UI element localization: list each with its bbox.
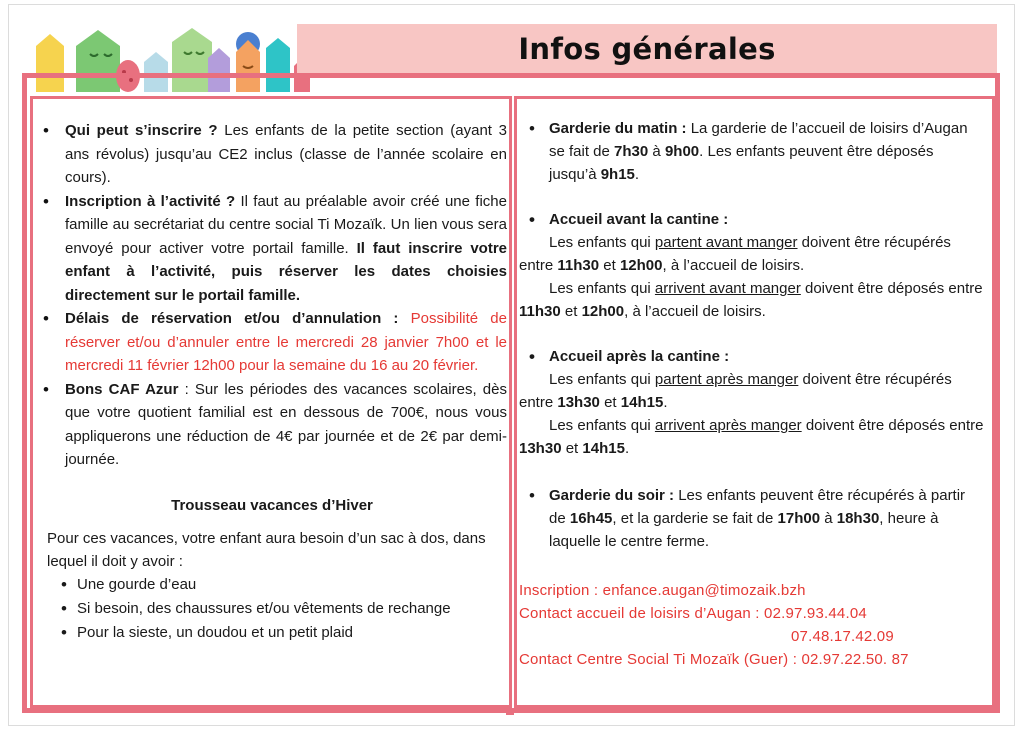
trousseau-intro: Pour ces vacances, votre enfant aura besoin d’un sac à dos, dans lequel il doit y avoir : [47,529,486,570]
accueil-apres-cantine-title: • Accueil après la cantine : [519,345,985,368]
time: 14h15 [620,394,664,411]
text: . [624,440,630,457]
time: 9h00 [664,143,700,160]
time: 13h30 [519,440,562,457]
time: 18h30 [836,510,880,527]
item-label: Inscription à l’activité ? [65,192,236,210]
frame-marker [506,712,514,715]
text: , et la garderie se fait de [612,510,778,527]
contact-accueil-augan: Contact accueil de loisirs d’Augan : 02.97.93.44.04 [519,605,867,622]
text: Les enfants qui [549,280,655,297]
time: 11h30 [519,303,561,320]
item-label: Qui peut s’inscrire ? [65,122,218,139]
text: doivent être déposés entre [801,417,984,434]
right-column [514,96,995,708]
text: Les enfants qui [549,417,655,434]
apres-cantine-partent [519,368,985,414]
item-text: : Sur les périodes des vacances scolaires, dès que votre quotient familial est en dessous de 700€, nous vous appliquerons une réduction de 4€ par journée et de 2€ par demi-journée. [65,380,507,468]
text: et [561,440,583,457]
text: à [648,143,665,160]
text: , heure à laquelle le centre ferme. [549,510,939,550]
underlined-text: arrivent avant manger [654,280,801,297]
page-title: Infos générales [518,32,776,66]
text: et [599,257,620,274]
contact-accueil-augan-mobile: 07.48.17.42.09 [791,628,894,645]
time: 11h30 [557,257,600,274]
text: doivent être récupérés entre [519,371,952,411]
text: et [560,303,582,320]
contact-inscription: Inscription : enfance.augan@timozaik.bzh [519,582,806,599]
trousseau-item: • Si besoin, des chaussures et/ou vêtements de rechange [37,597,507,621]
garderie-soir-label: Garderie du soir : [549,487,675,504]
item-bold-text: Il faut inscrire votre enfant à l’activité, puis réserver les dates choisies directement sur le portail famille. [65,239,507,304]
text: . [634,166,640,183]
item-text: Les enfants de la petite section (ayant 3 ans révolus) jusqu’au CE2 inclus (classe de l’année scolaire en cours). [65,122,507,186]
trousseau-item: • Une gourde d’eau [37,573,507,597]
item-red-text: Possibilité de réserver et/ou d’annuler entre le mercredi 28 janvier 7h00 et le mercredi 11 février 12h00 pour la semaine du 16 au 20 février. [65,310,507,374]
text: , à l’accueil de loisirs. [662,257,805,274]
time: 7h30 [614,143,649,160]
accueil-avant-cantine-title: • Accueil avant la cantine : [519,208,985,231]
text: et [599,394,621,411]
garderie-matin-label: Garderie du matin : [549,120,687,137]
text: . [663,394,668,411]
text: Les enfants qui [549,371,655,388]
item-text: Il faut au préalable avoir créé une fiche famille au secrétariat du centre social Ti Mozaïk. Un lien vous sera envoyé pour activer votre portail famille. [65,192,507,257]
text: Les enfants qui [549,234,655,251]
garderie-matin [519,117,985,186]
trousseau-item: • Pour la sieste, un doudou et un petit plaid [37,621,507,645]
time: 17h00 [777,510,821,527]
garderie-soir [519,484,985,553]
text: doivent être récupérés entre [519,234,951,274]
time: 16h45 [569,510,613,527]
time: 12h00 [619,257,663,274]
text: Les enfants peuvent être récupérés à partir de [549,487,966,527]
info-item-delais [37,307,507,378]
text: doivent être déposés entre [800,280,983,297]
text: La garderie de l’accueil de loisirs d’Augan se fait de [549,120,968,160]
time: 12h00 [581,303,625,320]
underlined-text: arrivent après manger [654,417,802,434]
time: 9h15 [600,166,635,183]
avant-cantine-arrivent [519,277,985,323]
info-item-bons-caf [37,378,507,472]
time: 14h15 [582,440,625,457]
underlined-text: partent avant manger [654,234,798,251]
time: 13h30 [557,394,600,411]
trousseau-title: Trousseau vacances d’Hiver [171,496,373,514]
left-column [30,96,512,708]
avant-cantine-partent [519,231,985,277]
apres-cantine-arrivent [519,414,985,460]
underlined-text: partent après manger [654,371,799,388]
text: . Les enfants peuvent être déposés jusqu’à [549,143,934,183]
text: , à l’accueil de loisirs. [624,303,766,320]
title-banner [297,24,997,74]
text: à [820,510,837,527]
item-label: Bons CAF Azur [65,380,179,398]
item-label: Délais de réservation et/ou d’annulation : [65,310,399,327]
contact-centre-social: Contact Centre Social Ti Mozaïk (Guer) : 02.97.22.50. 87 [519,651,909,668]
info-item-inscription-age [37,119,507,190]
info-item-inscription-activite [37,190,507,308]
